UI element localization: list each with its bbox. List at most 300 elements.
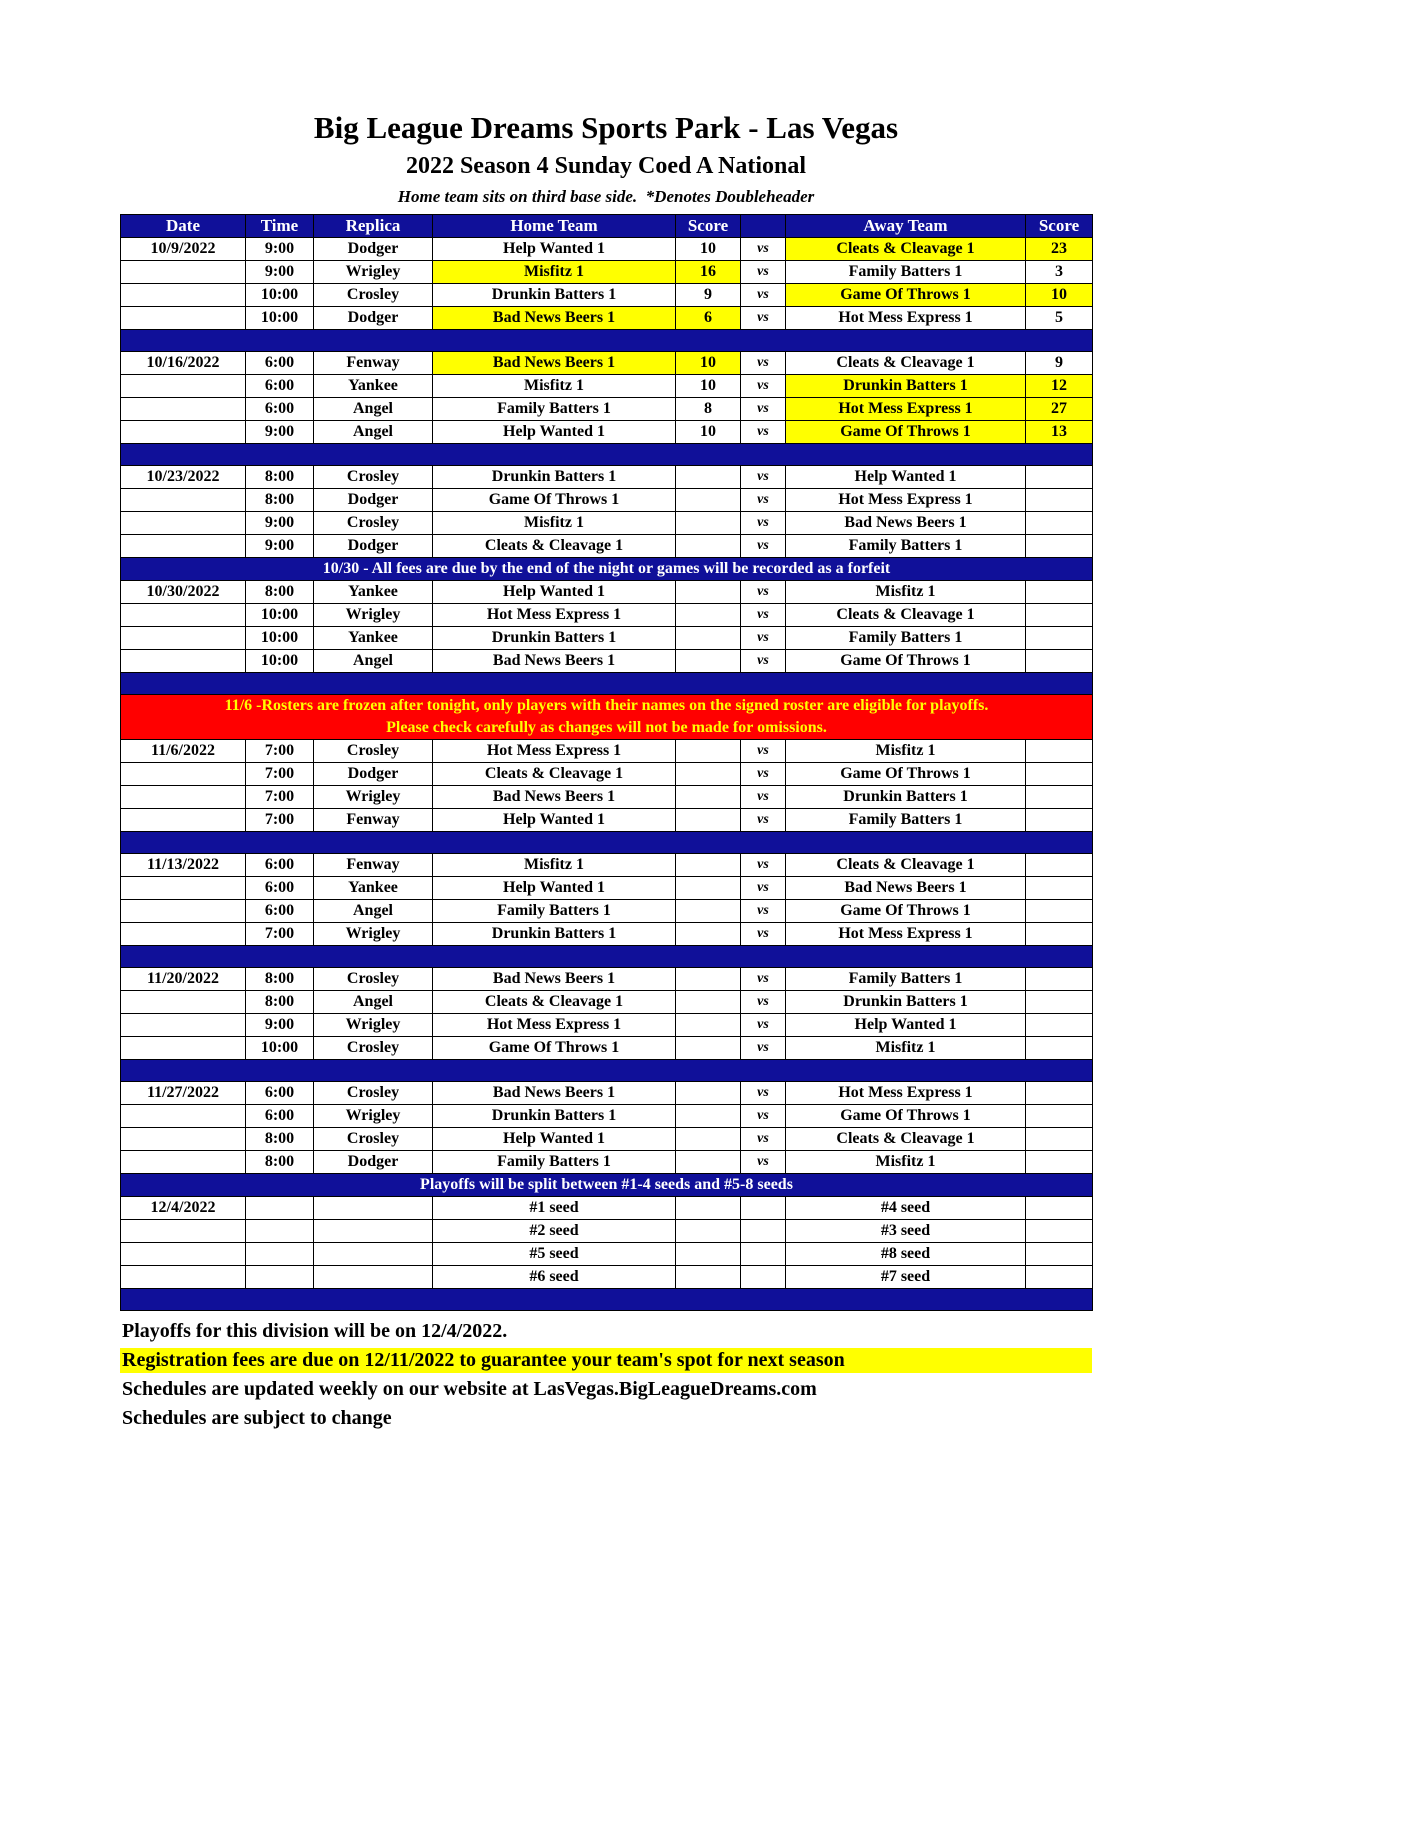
away-score-cell (1026, 763, 1093, 786)
sep-row (121, 1289, 1093, 1311)
replica-cell: Dodger (314, 489, 433, 512)
time-cell: 10:00 (246, 627, 314, 650)
away-score-cell: 5 (1026, 307, 1093, 330)
banner-text: Playoffs will be split between #1-4 seeds and #5-8 seeds (121, 1174, 1093, 1197)
home-score-cell (676, 489, 741, 512)
away-team-cell: Family Batters 1 (786, 261, 1026, 284)
away-team-cell: Family Batters 1 (786, 809, 1026, 832)
playoffs-date-note: Playoffs for this division will be on 12/4/2022. (122, 1320, 508, 1342)
game-row (121, 923, 1093, 946)
replica-cell: Crosley (314, 740, 433, 763)
date-cell (121, 1128, 246, 1151)
away-team-cell: #4 seed (786, 1197, 1026, 1220)
game-row (121, 1014, 1093, 1037)
home-team-cell: #6 seed (433, 1266, 676, 1289)
date-cell (121, 1266, 246, 1289)
date-cell: 10/23/2022 (121, 466, 246, 489)
time-cell: 8:00 (246, 991, 314, 1014)
replica-cell: Angel (314, 650, 433, 673)
home-team-cell: #2 seed (433, 1220, 676, 1243)
home-team-cell: Family Batters 1 (433, 1151, 676, 1174)
game-row (121, 489, 1093, 512)
home-score-cell (676, 627, 741, 650)
away-team-cell: Misfitz 1 (786, 740, 1026, 763)
game-row (121, 1151, 1093, 1174)
time-cell: 7:00 (246, 923, 314, 946)
vs-cell: vs (741, 1014, 786, 1037)
game-row (121, 238, 1093, 261)
game-row (121, 650, 1093, 673)
date-cell (121, 763, 246, 786)
registration-fees-note: Registration fees are due on 12/11/2022 to guarantee your team's spot for next season (120, 1348, 1092, 1373)
date-cell: 11/6/2022 (121, 740, 246, 763)
away-team-cell: #3 seed (786, 1220, 1026, 1243)
home-team-cell: Bad News Beers 1 (433, 968, 676, 991)
away-score-cell (1026, 1082, 1093, 1105)
home-score-cell: 10 (676, 375, 741, 398)
home-score-cell (676, 650, 741, 673)
time-cell: 6:00 (246, 877, 314, 900)
time-cell (246, 1197, 314, 1220)
replica-cell: Yankee (314, 581, 433, 604)
home-team-cell: Bad News Beers 1 (433, 786, 676, 809)
vs-cell: vs (741, 398, 786, 421)
date-cell (121, 421, 246, 444)
notice-line: 11/6 -Rosters are frozen after tonight, only players with their names on the signed roster are eligible for playoffs. (224, 697, 989, 714)
time-cell: 10:00 (246, 284, 314, 307)
replica-cell (314, 1266, 433, 1289)
home-score-cell (676, 1037, 741, 1060)
date-cell: 10/30/2022 (121, 581, 246, 604)
away-score-cell (1026, 1197, 1093, 1220)
away-team-cell: Game Of Throws 1 (786, 900, 1026, 923)
away-team-cell: Misfitz 1 (786, 1151, 1026, 1174)
home-score-cell (676, 535, 741, 558)
game-row (121, 535, 1093, 558)
game-row (121, 1128, 1093, 1151)
vs-cell: vs (741, 1151, 786, 1174)
game-row (121, 627, 1093, 650)
time-cell: 8:00 (246, 1151, 314, 1174)
replica-cell: Angel (314, 421, 433, 444)
away-team-cell: Help Wanted 1 (786, 1014, 1026, 1037)
away-score-cell (1026, 1014, 1093, 1037)
away-team-cell: Hot Mess Express 1 (786, 923, 1026, 946)
schedule-table (120, 214, 1093, 1311)
separator-band (121, 832, 1093, 854)
away-score-cell (1026, 466, 1093, 489)
vs-cell: vs (741, 604, 786, 627)
vs-cell (741, 1266, 786, 1289)
seed-row (121, 1197, 1093, 1220)
home-team-cell: Family Batters 1 (433, 900, 676, 923)
home-team-cell: Help Wanted 1 (433, 877, 676, 900)
away-team-cell: Hot Mess Express 1 (786, 307, 1026, 330)
game-row (121, 1082, 1093, 1105)
col-header-replica: Replica (314, 215, 433, 238)
game-row (121, 581, 1093, 604)
page-subtitle: 2022 Season 4 Sunday Coed A National (405, 153, 807, 179)
away-team-cell: Family Batters 1 (786, 627, 1026, 650)
replica-cell: Crosley (314, 968, 433, 991)
home-team-cell: Help Wanted 1 (433, 421, 676, 444)
vs-cell: vs (741, 261, 786, 284)
home-team-cell: Bad News Beers 1 (433, 1082, 676, 1105)
away-score-cell (1026, 900, 1093, 923)
away-score-cell: 9 (1026, 352, 1093, 375)
vs-cell: vs (741, 284, 786, 307)
away-score-cell (1026, 786, 1093, 809)
home-score-cell (676, 786, 741, 809)
notice-row (121, 695, 1093, 740)
vs-cell: vs (741, 421, 786, 444)
game-row (121, 786, 1093, 809)
time-cell: 7:00 (246, 740, 314, 763)
replica-cell: Yankee (314, 375, 433, 398)
away-score-cell (1026, 1128, 1093, 1151)
separator-band (121, 946, 1093, 968)
replica-cell: Dodger (314, 238, 433, 261)
away-team-cell: Drunkin Batters 1 (786, 375, 1026, 398)
home-score-cell (676, 854, 741, 877)
seed-row (121, 1220, 1093, 1243)
away-score-cell (1026, 650, 1093, 673)
schedule-content (120, 0, 1092, 1431)
col-header-away-team: Away Team (786, 215, 1026, 238)
away-team-cell: Game Of Throws 1 (786, 763, 1026, 786)
vs-cell: vs (741, 991, 786, 1014)
time-cell: 10:00 (246, 604, 314, 627)
col-header-time: Time (246, 215, 314, 238)
date-cell (121, 261, 246, 284)
replica-cell: Dodger (314, 763, 433, 786)
home-score-cell (676, 900, 741, 923)
banner-text: 10/30 - All fees are due by the end of the night or games will be recorded as a forfeit (121, 558, 1093, 581)
date-cell (121, 535, 246, 558)
home-score-cell: 10 (676, 238, 741, 261)
home-team-cell: #1 seed (433, 1197, 676, 1220)
away-team-cell: Bad News Beers 1 (786, 512, 1026, 535)
replica-cell: Angel (314, 991, 433, 1014)
away-score-cell (1026, 991, 1093, 1014)
time-cell: 6:00 (246, 900, 314, 923)
home-team-cell: Hot Mess Express 1 (433, 740, 676, 763)
time-cell: 10:00 (246, 1037, 314, 1060)
away-score-cell: 12 (1026, 375, 1093, 398)
date-cell (121, 512, 246, 535)
home-score-cell (676, 1220, 741, 1243)
sep-row (121, 330, 1093, 352)
sep-row (121, 444, 1093, 466)
vs-cell: vs (741, 740, 786, 763)
time-cell: 9:00 (246, 261, 314, 284)
home-score-cell: 8 (676, 398, 741, 421)
home-score-cell (676, 923, 741, 946)
sep-row (121, 946, 1093, 968)
time-cell: 6:00 (246, 375, 314, 398)
game-row (121, 1037, 1093, 1060)
date-cell (121, 398, 246, 421)
col-header-away-score: Score (1026, 215, 1093, 238)
home-team-cell: Help Wanted 1 (433, 809, 676, 832)
home-score-cell (676, 809, 741, 832)
replica-cell: Dodger (314, 535, 433, 558)
home-score-cell (676, 1197, 741, 1220)
away-team-cell: Cleats & Cleavage 1 (786, 238, 1026, 261)
time-cell: 6:00 (246, 1082, 314, 1105)
away-team-cell: Family Batters 1 (786, 535, 1026, 558)
date-cell (121, 1037, 246, 1060)
date-cell (121, 489, 246, 512)
replica-cell: Crosley (314, 1128, 433, 1151)
date-cell (121, 900, 246, 923)
header-row (121, 215, 1093, 238)
vs-cell: vs (741, 307, 786, 330)
replica-cell: Dodger (314, 307, 433, 330)
replica-cell: Fenway (314, 854, 433, 877)
time-cell: 6:00 (246, 352, 314, 375)
time-cell: 9:00 (246, 512, 314, 535)
date-cell (121, 786, 246, 809)
seed-row (121, 1266, 1093, 1289)
replica-cell: Dodger (314, 1151, 433, 1174)
date-cell: 10/9/2022 (121, 238, 246, 261)
date-cell (121, 1105, 246, 1128)
replica-cell: Crosley (314, 512, 433, 535)
time-cell: 9:00 (246, 421, 314, 444)
date-cell (121, 1243, 246, 1266)
time-cell: 7:00 (246, 763, 314, 786)
replica-cell: Crosley (314, 1082, 433, 1105)
vs-cell: vs (741, 1082, 786, 1105)
game-row (121, 604, 1093, 627)
home-score-cell (676, 1014, 741, 1037)
footer (120, 1319, 1092, 1431)
vs-cell: vs (741, 375, 786, 398)
vs-cell: vs (741, 627, 786, 650)
date-cell (121, 604, 246, 627)
away-team-cell: Drunkin Batters 1 (786, 786, 1026, 809)
away-team-cell: Bad News Beers 1 (786, 877, 1026, 900)
time-cell: 9:00 (246, 238, 314, 261)
away-score-cell: 13 (1026, 421, 1093, 444)
game-row (121, 877, 1093, 900)
replica-cell: Wrigley (314, 923, 433, 946)
game-row (121, 512, 1093, 535)
game-row (121, 466, 1093, 489)
away-team-cell: Cleats & Cleavage 1 (786, 604, 1026, 627)
away-team-cell: Game Of Throws 1 (786, 650, 1026, 673)
away-score-cell: 23 (1026, 238, 1093, 261)
home-team-cell: Misfitz 1 (433, 375, 676, 398)
vs-cell: vs (741, 650, 786, 673)
away-team-cell: Misfitz 1 (786, 581, 1026, 604)
away-team-cell: Hot Mess Express 1 (786, 489, 1026, 512)
away-score-cell (1026, 604, 1093, 627)
vs-cell: vs (741, 489, 786, 512)
home-team-cell: Drunkin Batters 1 (433, 284, 676, 307)
date-cell (121, 1151, 246, 1174)
away-team-cell: Cleats & Cleavage 1 (786, 352, 1026, 375)
sep-row (121, 1060, 1093, 1082)
away-team-cell: Hot Mess Express 1 (786, 1082, 1026, 1105)
replica-cell: Wrigley (314, 786, 433, 809)
date-cell: 11/27/2022 (121, 1082, 246, 1105)
game-row (121, 740, 1093, 763)
home-score-cell (676, 1128, 741, 1151)
away-team-cell: Cleats & Cleavage 1 (786, 1128, 1026, 1151)
date-cell: 11/13/2022 (121, 854, 246, 877)
subject-to-change-note: Schedules are subject to change (122, 1407, 392, 1429)
away-score-cell (1026, 1266, 1093, 1289)
home-score-cell (676, 1082, 741, 1105)
vs-cell: vs (741, 900, 786, 923)
date-cell: 10/16/2022 (121, 352, 246, 375)
away-team-cell: Family Batters 1 (786, 968, 1026, 991)
home-score-cell (676, 1151, 741, 1174)
replica-cell: Fenway (314, 809, 433, 832)
date-cell (121, 307, 246, 330)
home-team-cell: Game Of Throws 1 (433, 489, 676, 512)
game-row (121, 261, 1093, 284)
vs-cell (741, 1197, 786, 1220)
home-team-cell: Hot Mess Express 1 (433, 1014, 676, 1037)
game-row (121, 1105, 1093, 1128)
seed-row (121, 1243, 1093, 1266)
home-score-cell (676, 1105, 741, 1128)
home-score-cell (676, 968, 741, 991)
vs-cell: vs (741, 877, 786, 900)
time-cell: 6:00 (246, 1105, 314, 1128)
time-cell (246, 1220, 314, 1243)
home-team-cell: Cleats & Cleavage 1 (433, 763, 676, 786)
website-note: Schedules are updated weekly on our website at LasVegas.BigLeagueDreams.com (122, 1378, 817, 1400)
home-score-cell: 10 (676, 421, 741, 444)
replica-cell (314, 1197, 433, 1220)
away-score-cell (1026, 809, 1093, 832)
away-score-cell (1026, 512, 1093, 535)
home-team-cell: Misfitz 1 (433, 512, 676, 535)
game-row (121, 968, 1093, 991)
schedule-body (121, 238, 1093, 1311)
replica-cell: Yankee (314, 627, 433, 650)
home-score-cell (676, 512, 741, 535)
away-team-cell: Help Wanted 1 (786, 466, 1026, 489)
home-team-cell: Cleats & Cleavage 1 (433, 991, 676, 1014)
vs-cell (741, 1243, 786, 1266)
away-score-cell (1026, 1037, 1093, 1060)
home-team-cell: Help Wanted 1 (433, 581, 676, 604)
home-score-cell (676, 604, 741, 627)
time-cell: 8:00 (246, 581, 314, 604)
home-score-cell: 6 (676, 307, 741, 330)
home-score-cell: 9 (676, 284, 741, 307)
date-cell (121, 1014, 246, 1037)
vs-cell: vs (741, 1128, 786, 1151)
away-score-cell: 10 (1026, 284, 1093, 307)
time-cell: 6:00 (246, 398, 314, 421)
date-cell (121, 650, 246, 673)
away-score-cell (1026, 1151, 1093, 1174)
vs-cell: vs (741, 968, 786, 991)
away-score-cell: 3 (1026, 261, 1093, 284)
away-score-cell (1026, 1105, 1093, 1128)
away-score-cell (1026, 968, 1093, 991)
date-cell: 11/20/2022 (121, 968, 246, 991)
vs-cell (741, 1220, 786, 1243)
separator-band (121, 1289, 1093, 1311)
home-team-cell: Game Of Throws 1 (433, 1037, 676, 1060)
replica-cell: Angel (314, 398, 433, 421)
away-team-cell: Game Of Throws 1 (786, 421, 1026, 444)
time-cell: 6:00 (246, 854, 314, 877)
home-team-cell: Cleats & Cleavage 1 (433, 535, 676, 558)
home-team-cell: Drunkin Batters 1 (433, 923, 676, 946)
away-team-cell: Hot Mess Express 1 (786, 398, 1026, 421)
col-header-date: Date (121, 215, 246, 238)
separator-band (121, 1060, 1093, 1082)
home-score-cell: 16 (676, 261, 741, 284)
banner-row (121, 558, 1093, 581)
replica-cell (314, 1243, 433, 1266)
replica-cell: Fenway (314, 352, 433, 375)
home-score-cell (676, 466, 741, 489)
col-header-vs (741, 215, 786, 238)
away-score-cell: 27 (1026, 398, 1093, 421)
game-row (121, 854, 1093, 877)
vs-cell: vs (741, 352, 786, 375)
col-header-home-score: Score (676, 215, 741, 238)
date-cell (121, 375, 246, 398)
notice-band (121, 695, 1093, 740)
vs-cell: vs (741, 809, 786, 832)
time-cell: 9:00 (246, 535, 314, 558)
home-team-cell: Drunkin Batters 1 (433, 627, 676, 650)
time-cell (246, 1243, 314, 1266)
vs-cell: vs (741, 786, 786, 809)
home-score-cell (676, 740, 741, 763)
date-cell (121, 923, 246, 946)
game-row (121, 900, 1093, 923)
replica-cell: Wrigley (314, 261, 433, 284)
sep-row (121, 673, 1093, 695)
date-cell: 12/4/2022 (121, 1197, 246, 1220)
date-cell (121, 809, 246, 832)
schedule-note: Home team sits on third base side. *Denotes Doubleheader (397, 187, 815, 206)
away-score-cell (1026, 581, 1093, 604)
replica-cell: Crosley (314, 466, 433, 489)
vs-cell: vs (741, 238, 786, 261)
away-team-cell: Game Of Throws 1 (786, 1105, 1026, 1128)
vs-cell: vs (741, 923, 786, 946)
replica-cell: Crosley (314, 1037, 433, 1060)
away-team-cell: Game Of Throws 1 (786, 284, 1026, 307)
home-score-cell (676, 763, 741, 786)
date-cell (121, 1220, 246, 1243)
home-score-cell (676, 1243, 741, 1266)
away-team-cell: #8 seed (786, 1243, 1026, 1266)
vs-cell: vs (741, 1105, 786, 1128)
replica-cell: Crosley (314, 284, 433, 307)
replica-cell: Angel (314, 900, 433, 923)
home-team-cell: Help Wanted 1 (433, 1128, 676, 1151)
notice-line: Please check carefully as changes will not be made for omissions. (386, 719, 827, 736)
home-team-cell: Family Batters 1 (433, 398, 676, 421)
away-score-cell (1026, 627, 1093, 650)
away-team-cell: #7 seed (786, 1266, 1026, 1289)
time-cell: 7:00 (246, 786, 314, 809)
time-cell: 10:00 (246, 307, 314, 330)
